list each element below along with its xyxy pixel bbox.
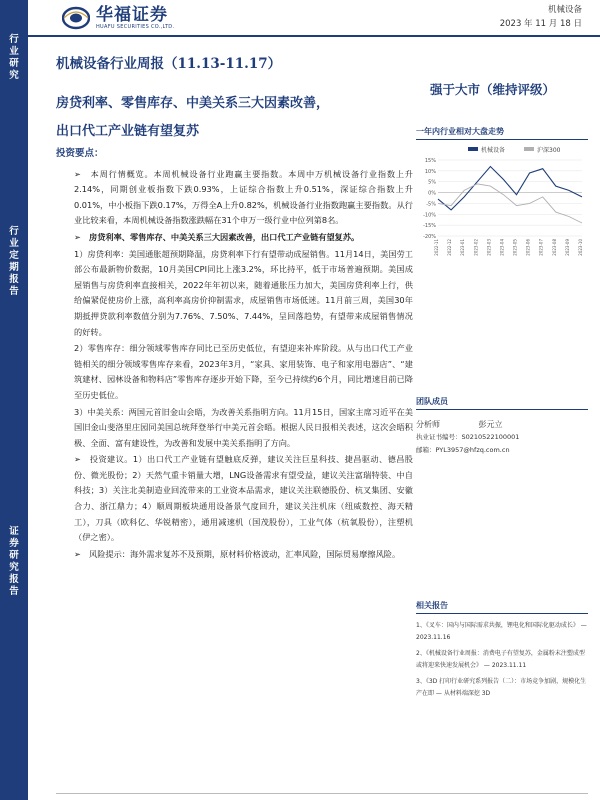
logo-english-name: HUAFU SECURITIES CO.,LTD. [96,24,175,30]
related-report-item[interactable]: 3、《3D 打印行业研究系列报告（二）：市场竞争加剧，规模化生产在即 — 从材料端深挖 3D [416,678,587,697]
report-category: 机械设备 [547,5,582,15]
y-tick-label: 15% [424,158,436,164]
x-tick-label: 2023-08 [551,239,557,256]
legend-label: 沪深300 [537,147,561,154]
x-tick-label: 2023-02 [473,239,479,256]
sidebar-label-industry-research: 行 业 研 究 [9,34,19,81]
x-tick-label: 2023-09 [564,239,570,256]
header-meta [500,3,582,31]
x-tick-label: 2023-01 [460,239,466,256]
main-content [56,146,413,562]
report-title: 机械设备行业周报（11.13-11.17） [56,56,282,72]
paragraph-retail-inventory: 2）零售库存：细分领域零售库存同比已至历史低位，有望迎来补库阶段。从与出口代工产业链相关的细分领域零售库存来看，2023年3月，“家具、家用装饰、电子和家用电器店”、“建筑建材、园林设备和物料店”零售库存逐步开始下降，至今已持续约6个月，同比增速目前已降至历史低位。 [74,343,413,400]
x-tick-label: 2022-12 [447,239,453,256]
y-tick-label: -20% [423,234,436,240]
footer-divider [56,793,588,794]
y-tick-label: 0% [428,190,436,197]
x-tick-label: 2023-04 [499,239,505,256]
paragraph-investment-advice: ➢ 投资建议。1）出口代工产业链有望触底反弹，建议关注巨星科技、捷昌驱动、德昌股份、微光股份；2）天然气重卡销量大增，LNG设备需求有望受益，建议关注富瑞特装、中自科技；3）关注北美制造业回流带来的工业资本品需求，建议关注联德股份、杭叉集团、安徽合力、浙江鼎力；4）顺周期板块通用设备景气度回升，建议关注机床（纽威数控、海天精工），刀具（欧科亿、华锐精密），通用减速机（国茂股份），工业气体（杭氧股份），注塑机（伊之密）。 [74,454,413,543]
related-reports-header: 相关报告 [416,600,588,614]
header-divider [28,35,600,37]
related-report-item[interactable]: 2、《机械设备行业周报：消费电子有望复苏，金属粉末注塑成型或将迎来快速发展机会》 — 2023.11.11 [416,650,585,669]
x-tick-label: 2022-11 [434,239,439,256]
related-report-item[interactable]: 1、《叉车：国内与国际需求共振，锂电化和国际化驱动成长》 — 2023.11.16 [416,622,587,641]
paragraph-mortgage-rate: 1）房贷利率：美国通胀超预期降温，房贷利率下行有望带动成屋销售。11月14日，美国劳工部公布最新物价数据，10月美国CPI同比上涨3.2%，环比持平，低于市场普遍预期。美国成屋销售与房贷利率直接相关，2022年年初以来，随着通胀压力加大，美国房贷利率上行，供给偏紧促使房价上涨，高利率高房价抑制需求，成屋销售市场低迷。11月前三周，美国30年期抵押贷款利率数值分别为7.76%、7.50%、7.44%，呈回落趋势，有望带来成屋销售情况的好转。 [74,248,413,337]
x-tick-label: 2023-05 [512,239,518,256]
x-tick-label: 2023-07 [538,239,544,256]
x-tick-label: 2023-06 [525,239,531,256]
company-logo [62,3,174,33]
logo-emblem-icon [62,4,90,32]
analyst-certificate: 执业证书编号：S0210522100001 [416,433,520,441]
related-reports-panel [416,600,588,700]
y-tick-label: 10% [424,168,436,175]
paragraph-market-overview: ➢ 本周行情概览。本周机械设备行业跑赢主要指数。本周中万机械设备行业指数上升2.14%，同期创业板指数下跌0.93%，上证综合指数上升0.51%，深证综合指数上升0.01%，中小板指下跌0.17%，万得全A上升0.82%，机械设备行业指数跑赢主要指数。从行业比较来看，本周机械设备指数涨跌幅在31个申万一级行业中位列第8名。 [74,168,413,226]
legend-label: 机械设备 [481,147,506,154]
paragraph-three-factors: ➢ 房贷利率、零售库存、中美关系三大因素改善，出口代工产业链有望复苏。 [74,231,360,242]
relative-performance-chart [416,144,588,256]
analyst-name: 彭元立 [478,420,503,429]
report-date: 2023 年 11 月 18 日 [499,19,582,29]
legend-swatch [468,147,478,151]
y-tick-label: -10% [423,212,436,219]
legend-swatch [524,147,534,151]
page-header [28,0,600,36]
y-tick-label: -15% [423,223,436,230]
chart-header: 一年内行业相对大盘走势 [416,126,588,140]
analyst-row [416,418,588,431]
analyst-label: 分析师 [416,420,440,429]
paragraph-risk-warning: ➢ 风险提示：海外需求复苏不及预期，原材料价格波动，汇率风险，国际贸易摩擦风险。 [74,548,401,559]
headline-line-2: 出口代工产业链有望复苏 [56,124,200,139]
section-title-investment-points: 投资要点： [56,148,104,159]
team-panel [416,396,588,457]
sidebar-label-securities-report: 证 券 研 究 报 告 [9,526,19,597]
paragraph-us-china-relations: 3）中美关系：两国元首旧金山会晤，为改善关系指明方向。11月15日，国家主席习近平在美国旧金山斐洛里庄园同美国总统拜登举行中美元首会晤。根据人民日报相关表述，这次会晤积极、全面、富有建设性，为改善和发展中美关系指明了方向。 [74,406,413,448]
x-tick-label: 2023-10 [578,239,583,256]
y-tick-label: 5% [428,179,436,186]
headline-line-1: 房贷利率、零售库存、中美关系三大因素改善， [56,96,330,111]
x-tick-label: 2023-03 [486,239,492,256]
rating-label: 强于大市（维持评级） [430,82,556,97]
left-sidebar [0,0,28,800]
logo-chinese-name: 华福证券 [96,5,168,25]
chart-panel [416,126,588,260]
sidebar-label-periodic-report: 行 业 定 期 报 告 [9,226,19,297]
team-header: 团队成员 [416,396,588,410]
y-tick-label: -5% [426,201,436,208]
analyst-email[interactable]: 邮箱：PYL3957@hfzq.com.cn [416,446,510,454]
